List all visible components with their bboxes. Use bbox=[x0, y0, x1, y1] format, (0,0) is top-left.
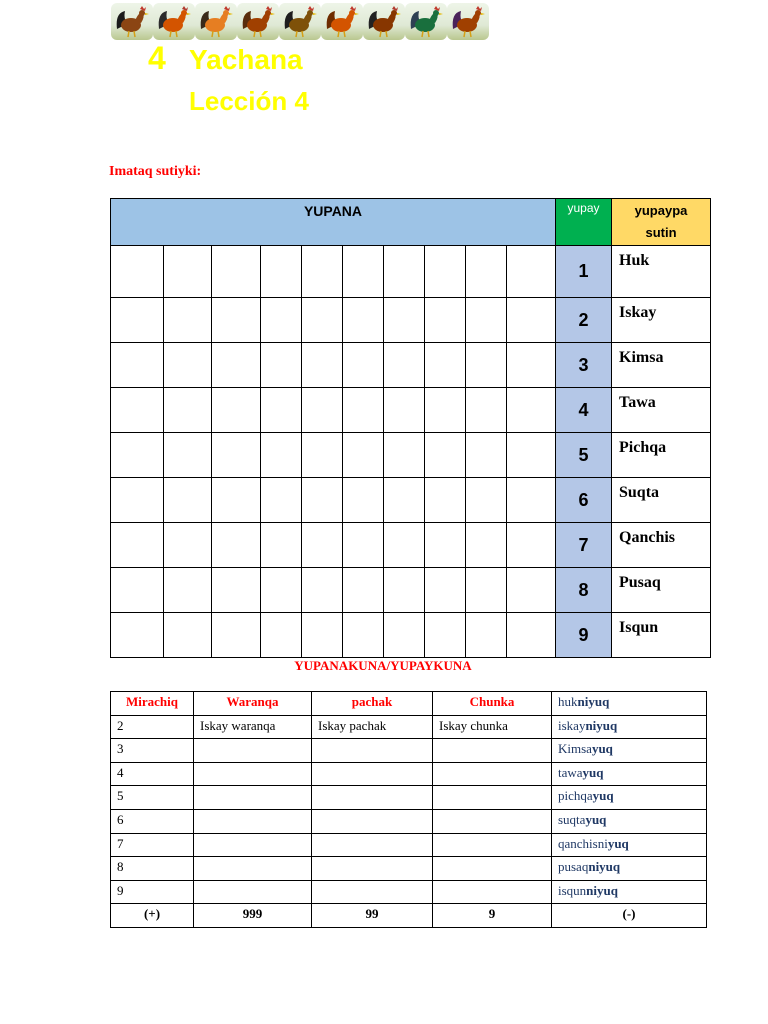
header-mirachiq: Mirachiq bbox=[111, 692, 194, 716]
yupana-grid-cell[interactable] bbox=[212, 613, 261, 658]
yupana-grid-cell[interactable] bbox=[111, 246, 164, 298]
numbers-row bbox=[111, 857, 707, 881]
rooster-image bbox=[153, 3, 195, 40]
yupana-grid-cell[interactable] bbox=[384, 478, 425, 523]
waranqa-cell[interactable] bbox=[194, 762, 312, 786]
total-waranqa: 999 bbox=[194, 904, 312, 928]
waranqa-cell[interactable] bbox=[194, 809, 312, 833]
yupana-grid-cell[interactable] bbox=[111, 478, 164, 523]
yupana-grid-cell[interactable] bbox=[302, 523, 343, 568]
suffix-cell bbox=[552, 809, 707, 833]
suffix-cell bbox=[552, 762, 707, 786]
yupana-grid-cell[interactable] bbox=[261, 246, 302, 298]
yupana-grid-cell[interactable] bbox=[384, 388, 425, 433]
suffix-stem: pusaq bbox=[558, 859, 589, 875]
yupana-grid-cell[interactable] bbox=[164, 613, 212, 658]
yupana-grid-cell[interactable] bbox=[111, 433, 164, 478]
yupana-grid-cell[interactable] bbox=[261, 523, 302, 568]
chunka-cell[interactable]: Iskay chunka bbox=[433, 715, 552, 739]
yupana-grid-cell[interactable] bbox=[261, 343, 302, 388]
yupana-grid-cell[interactable] bbox=[212, 568, 261, 613]
lesson-number: 4 bbox=[148, 40, 166, 76]
rooster-image bbox=[405, 3, 447, 40]
suffix-ending: yuq bbox=[591, 741, 613, 757]
suffix-cell bbox=[552, 786, 707, 810]
yupana-grid-cell[interactable] bbox=[466, 523, 507, 568]
suffix-cell bbox=[552, 833, 707, 857]
suffix-stem: pichqa bbox=[558, 788, 593, 804]
total-chunka: 9 bbox=[433, 904, 552, 928]
header-suffix bbox=[552, 692, 707, 716]
yupana-grid-cell[interactable] bbox=[466, 568, 507, 613]
yupana-grid-cell[interactable] bbox=[111, 523, 164, 568]
pachak-cell[interactable] bbox=[312, 762, 433, 786]
yupana-grid-cell[interactable] bbox=[302, 246, 343, 298]
mirachiq-cell: 9 bbox=[111, 880, 194, 904]
yupana-grid-cell[interactable] bbox=[343, 388, 384, 433]
yupana-grid-cell[interactable] bbox=[425, 433, 466, 478]
yupana-grid-cell[interactable] bbox=[302, 343, 343, 388]
yupana-grid-cell[interactable] bbox=[212, 343, 261, 388]
yupay-number: 9 bbox=[556, 613, 612, 658]
yupana-grid-cell[interactable] bbox=[111, 343, 164, 388]
numbers-table bbox=[110, 691, 707, 928]
numbers-row bbox=[111, 809, 707, 833]
mirachiq-cell: 4 bbox=[111, 762, 194, 786]
suffix-ending: yuq bbox=[592, 788, 614, 804]
yupana-grid-cell[interactable] bbox=[212, 246, 261, 298]
yupana-grid-cell[interactable] bbox=[466, 388, 507, 433]
yupana-grid-cell[interactable] bbox=[111, 388, 164, 433]
yupana-grid-cell[interactable] bbox=[343, 433, 384, 478]
yupana-grid-cell[interactable] bbox=[302, 298, 343, 343]
yupana-header: YUPANA bbox=[111, 199, 556, 246]
yupana-grid-cell[interactable] bbox=[343, 568, 384, 613]
yupana-grid-cell[interactable] bbox=[212, 298, 261, 343]
total-minus: (-) bbox=[552, 904, 707, 928]
yupana-grid-cell[interactable] bbox=[261, 568, 302, 613]
yupana-row bbox=[111, 246, 711, 298]
yupana-grid-cell[interactable] bbox=[466, 298, 507, 343]
yupana-grid-cell[interactable] bbox=[261, 433, 302, 478]
header-chunka: Chunka bbox=[433, 692, 552, 716]
yupana-grid-cell[interactable] bbox=[425, 478, 466, 523]
yupana-row bbox=[111, 568, 711, 613]
yupay-word: Suqta bbox=[612, 478, 711, 523]
yupay-number: 2 bbox=[556, 298, 612, 343]
yupana-row bbox=[111, 388, 711, 433]
yupana-grid-cell[interactable] bbox=[425, 523, 466, 568]
yupana-grid-cell[interactable] bbox=[425, 246, 466, 298]
yupana-grid-cell[interactable] bbox=[507, 568, 556, 613]
header-pachak: pachak bbox=[312, 692, 433, 716]
totals-row bbox=[111, 904, 707, 928]
suffix-ending: niyuq bbox=[585, 717, 618, 733]
total-plus: (+) bbox=[111, 904, 194, 928]
yupana-grid-cell[interactable] bbox=[507, 298, 556, 343]
suffix-stem: huk bbox=[558, 694, 578, 709]
chunka-cell[interactable] bbox=[433, 739, 552, 763]
lesson-subtitle: Lección 4 bbox=[189, 86, 309, 116]
rooster-image bbox=[279, 3, 321, 40]
waranqa-cell[interactable] bbox=[194, 857, 312, 881]
chunka-cell[interactable] bbox=[433, 786, 552, 810]
rooster-banner bbox=[111, 3, 489, 40]
yupana-grid-cell[interactable] bbox=[507, 388, 556, 433]
yupana-row bbox=[111, 343, 711, 388]
yupana-grid-cell[interactable] bbox=[343, 246, 384, 298]
suffix-stem: iskay bbox=[558, 717, 586, 733]
sutin-header-line1: yupaypa bbox=[634, 203, 688, 218]
pachak-cell[interactable]: Iskay pachak bbox=[312, 715, 433, 739]
yupana-grid-cell[interactable] bbox=[384, 246, 425, 298]
yupana-grid-cell[interactable] bbox=[466, 433, 507, 478]
yupana-row bbox=[111, 523, 711, 568]
yupana-grid-cell[interactable] bbox=[425, 568, 466, 613]
yupana-grid-cell[interactable] bbox=[343, 343, 384, 388]
yupana-header-row bbox=[111, 199, 711, 246]
yupana-grid-cell[interactable] bbox=[212, 433, 261, 478]
yupana-row bbox=[111, 478, 711, 523]
rooster-image bbox=[111, 3, 153, 40]
yupay-number: 5 bbox=[556, 433, 612, 478]
yupay-word: Pusaq bbox=[612, 568, 711, 613]
suffix-ending: yuq bbox=[582, 764, 604, 780]
chunka-cell[interactable] bbox=[433, 809, 552, 833]
yupana-grid-cell[interactable] bbox=[164, 478, 212, 523]
header-waranqa: Waranqa bbox=[194, 692, 312, 716]
yupana-grid-cell[interactable] bbox=[466, 478, 507, 523]
suffix-stem: tawa bbox=[558, 764, 583, 780]
waranqa-cell[interactable] bbox=[194, 786, 312, 810]
chunka-cell[interactable] bbox=[433, 857, 552, 881]
pachak-cell[interactable] bbox=[312, 857, 433, 881]
yupana-grid-cell[interactable] bbox=[384, 613, 425, 658]
numbers-row bbox=[111, 715, 707, 739]
mirachiq-cell: 7 bbox=[111, 833, 194, 857]
yupay-number: 4 bbox=[556, 388, 612, 433]
yupana-grid-cell[interactable] bbox=[164, 343, 212, 388]
yupana-grid-cell[interactable] bbox=[343, 613, 384, 658]
yupana-grid-cell[interactable] bbox=[212, 523, 261, 568]
waranqa-cell[interactable] bbox=[194, 880, 312, 904]
yupana-grid-cell[interactable] bbox=[507, 523, 556, 568]
yupay-word: Qanchis bbox=[612, 523, 711, 568]
numbers-header-row bbox=[111, 692, 707, 716]
yupana-grid-cell[interactable] bbox=[466, 246, 507, 298]
yupana-grid-cell[interactable] bbox=[384, 298, 425, 343]
yupana-grid-cell[interactable] bbox=[164, 523, 212, 568]
chunka-cell[interactable] bbox=[433, 880, 552, 904]
yupana-grid-cell[interactable] bbox=[384, 568, 425, 613]
yupana-grid-cell[interactable] bbox=[212, 478, 261, 523]
yupana-grid-cell[interactable] bbox=[302, 568, 343, 613]
yupana-row bbox=[111, 613, 711, 658]
yupay-header: yupay bbox=[556, 199, 612, 246]
mirachiq-cell: 2 bbox=[111, 715, 194, 739]
yupana-grid-cell[interactable] bbox=[343, 523, 384, 568]
yupana-grid-cell[interactable] bbox=[302, 388, 343, 433]
yupay-word: Kimsa bbox=[612, 343, 711, 388]
mirachiq-cell: 8 bbox=[111, 857, 194, 881]
yupana-grid-cell[interactable] bbox=[302, 613, 343, 658]
name-prompt: Imataq sutiyki: bbox=[109, 164, 202, 179]
total-pachak: 99 bbox=[312, 904, 433, 928]
numbers-row bbox=[111, 833, 707, 857]
yupana-grid-cell[interactable] bbox=[261, 478, 302, 523]
yupana-grid-cell[interactable] bbox=[384, 343, 425, 388]
yupana-grid-cell[interactable] bbox=[164, 568, 212, 613]
suffix-stem: suqta bbox=[558, 811, 586, 827]
yupay-number: 1 bbox=[556, 246, 612, 298]
pachak-cell[interactable] bbox=[312, 880, 433, 904]
rooster-image bbox=[447, 3, 489, 40]
suffix-ending: yuq bbox=[607, 835, 629, 851]
mirachiq-cell: 5 bbox=[111, 786, 194, 810]
yupana-grid-cell[interactable] bbox=[111, 568, 164, 613]
pachak-cell[interactable] bbox=[312, 809, 433, 833]
rooster-image bbox=[195, 3, 237, 40]
chunka-cell[interactable] bbox=[433, 762, 552, 786]
yupana-grid-cell[interactable] bbox=[425, 343, 466, 388]
yupana-grid-cell[interactable] bbox=[343, 478, 384, 523]
pachak-cell[interactable] bbox=[312, 739, 433, 763]
mirachiq-cell: 6 bbox=[111, 809, 194, 833]
yupana-grid-cell[interactable] bbox=[164, 298, 212, 343]
yupana-grid-cell[interactable] bbox=[466, 613, 507, 658]
yupana-grid-cell[interactable] bbox=[261, 298, 302, 343]
yupana-grid-cell[interactable] bbox=[507, 246, 556, 298]
yupay-word: Iskay bbox=[612, 298, 711, 343]
suffix-ending: niyuq bbox=[577, 694, 610, 709]
waranqa-cell[interactable]: Iskay waranqa bbox=[194, 715, 312, 739]
yupana-grid-cell[interactable] bbox=[507, 613, 556, 658]
yupay-word: Pichqa bbox=[612, 433, 711, 478]
lesson-title: Yachana bbox=[189, 44, 303, 75]
suffix-stem: Kimsa bbox=[558, 741, 592, 757]
yupana-row bbox=[111, 433, 711, 478]
yupana-grid-cell[interactable] bbox=[466, 343, 507, 388]
sutin-header bbox=[612, 199, 711, 246]
yupana-grid-cell[interactable] bbox=[384, 433, 425, 478]
suffix-ending: niyuq bbox=[588, 859, 621, 875]
yupana-grid-cell[interactable] bbox=[507, 343, 556, 388]
yupana-grid-cell[interactable] bbox=[261, 388, 302, 433]
yupana-grid-cell[interactable] bbox=[507, 478, 556, 523]
yupay-number: 7 bbox=[556, 523, 612, 568]
yupana-grid-cell[interactable] bbox=[384, 523, 425, 568]
numbers-row bbox=[111, 762, 707, 786]
yupay-word: Isqun bbox=[612, 613, 711, 658]
suffix-cell bbox=[552, 715, 707, 739]
suffix-stem: qanchisni bbox=[558, 835, 608, 851]
yupana-grid-cell[interactable] bbox=[507, 433, 556, 478]
rooster-image bbox=[237, 3, 279, 40]
suffix-stem: isqun bbox=[558, 882, 587, 898]
yupana-grid-cell[interactable] bbox=[164, 388, 212, 433]
yupana-grid-cell[interactable] bbox=[302, 478, 343, 523]
numbers-row bbox=[111, 739, 707, 763]
yupay-number: 3 bbox=[556, 343, 612, 388]
yupana-row bbox=[111, 298, 711, 343]
yupana-grid-cell[interactable] bbox=[111, 298, 164, 343]
yupana-grid-cell[interactable] bbox=[302, 433, 343, 478]
suffix-cell bbox=[552, 739, 707, 763]
yupana-grid-cell[interactable] bbox=[261, 613, 302, 658]
sutin-header-line2: sutin bbox=[645, 225, 677, 240]
yupana-grid-cell[interactable] bbox=[212, 388, 261, 433]
yupana-grid-cell[interactable] bbox=[164, 246, 212, 298]
yupana-grid-cell[interactable] bbox=[164, 433, 212, 478]
waranqa-cell[interactable] bbox=[194, 739, 312, 763]
numbers-row bbox=[111, 880, 707, 904]
suffix-cell bbox=[552, 880, 707, 904]
mirachiq-cell: 3 bbox=[111, 739, 194, 763]
yupana-grid-cell[interactable] bbox=[425, 613, 466, 658]
table-caption: YUPANAKUNA/YUPAYKUNA bbox=[294, 658, 472, 673]
suffix-ending: yuq bbox=[585, 811, 607, 827]
yupay-number: 8 bbox=[556, 568, 612, 613]
yupay-word: Huk bbox=[612, 246, 711, 298]
suffix-ending: niyuq bbox=[586, 882, 618, 898]
waranqa-cell[interactable] bbox=[194, 833, 312, 857]
chunka-cell[interactable] bbox=[433, 833, 552, 857]
numbers-row bbox=[111, 786, 707, 810]
pachak-cell[interactable] bbox=[312, 786, 433, 810]
yupay-word: Tawa bbox=[612, 388, 711, 433]
yupana-grid-cell[interactable] bbox=[111, 613, 164, 658]
yupana-table bbox=[110, 198, 711, 658]
suffix-cell bbox=[552, 857, 707, 881]
yupana-grid-cell[interactable] bbox=[343, 298, 384, 343]
yupay-number: 6 bbox=[556, 478, 612, 523]
yupana-grid-cell[interactable] bbox=[425, 388, 466, 433]
rooster-image bbox=[363, 3, 405, 40]
rooster-image bbox=[321, 3, 363, 40]
pachak-cell[interactable] bbox=[312, 833, 433, 857]
yupana-grid-cell[interactable] bbox=[425, 298, 466, 343]
